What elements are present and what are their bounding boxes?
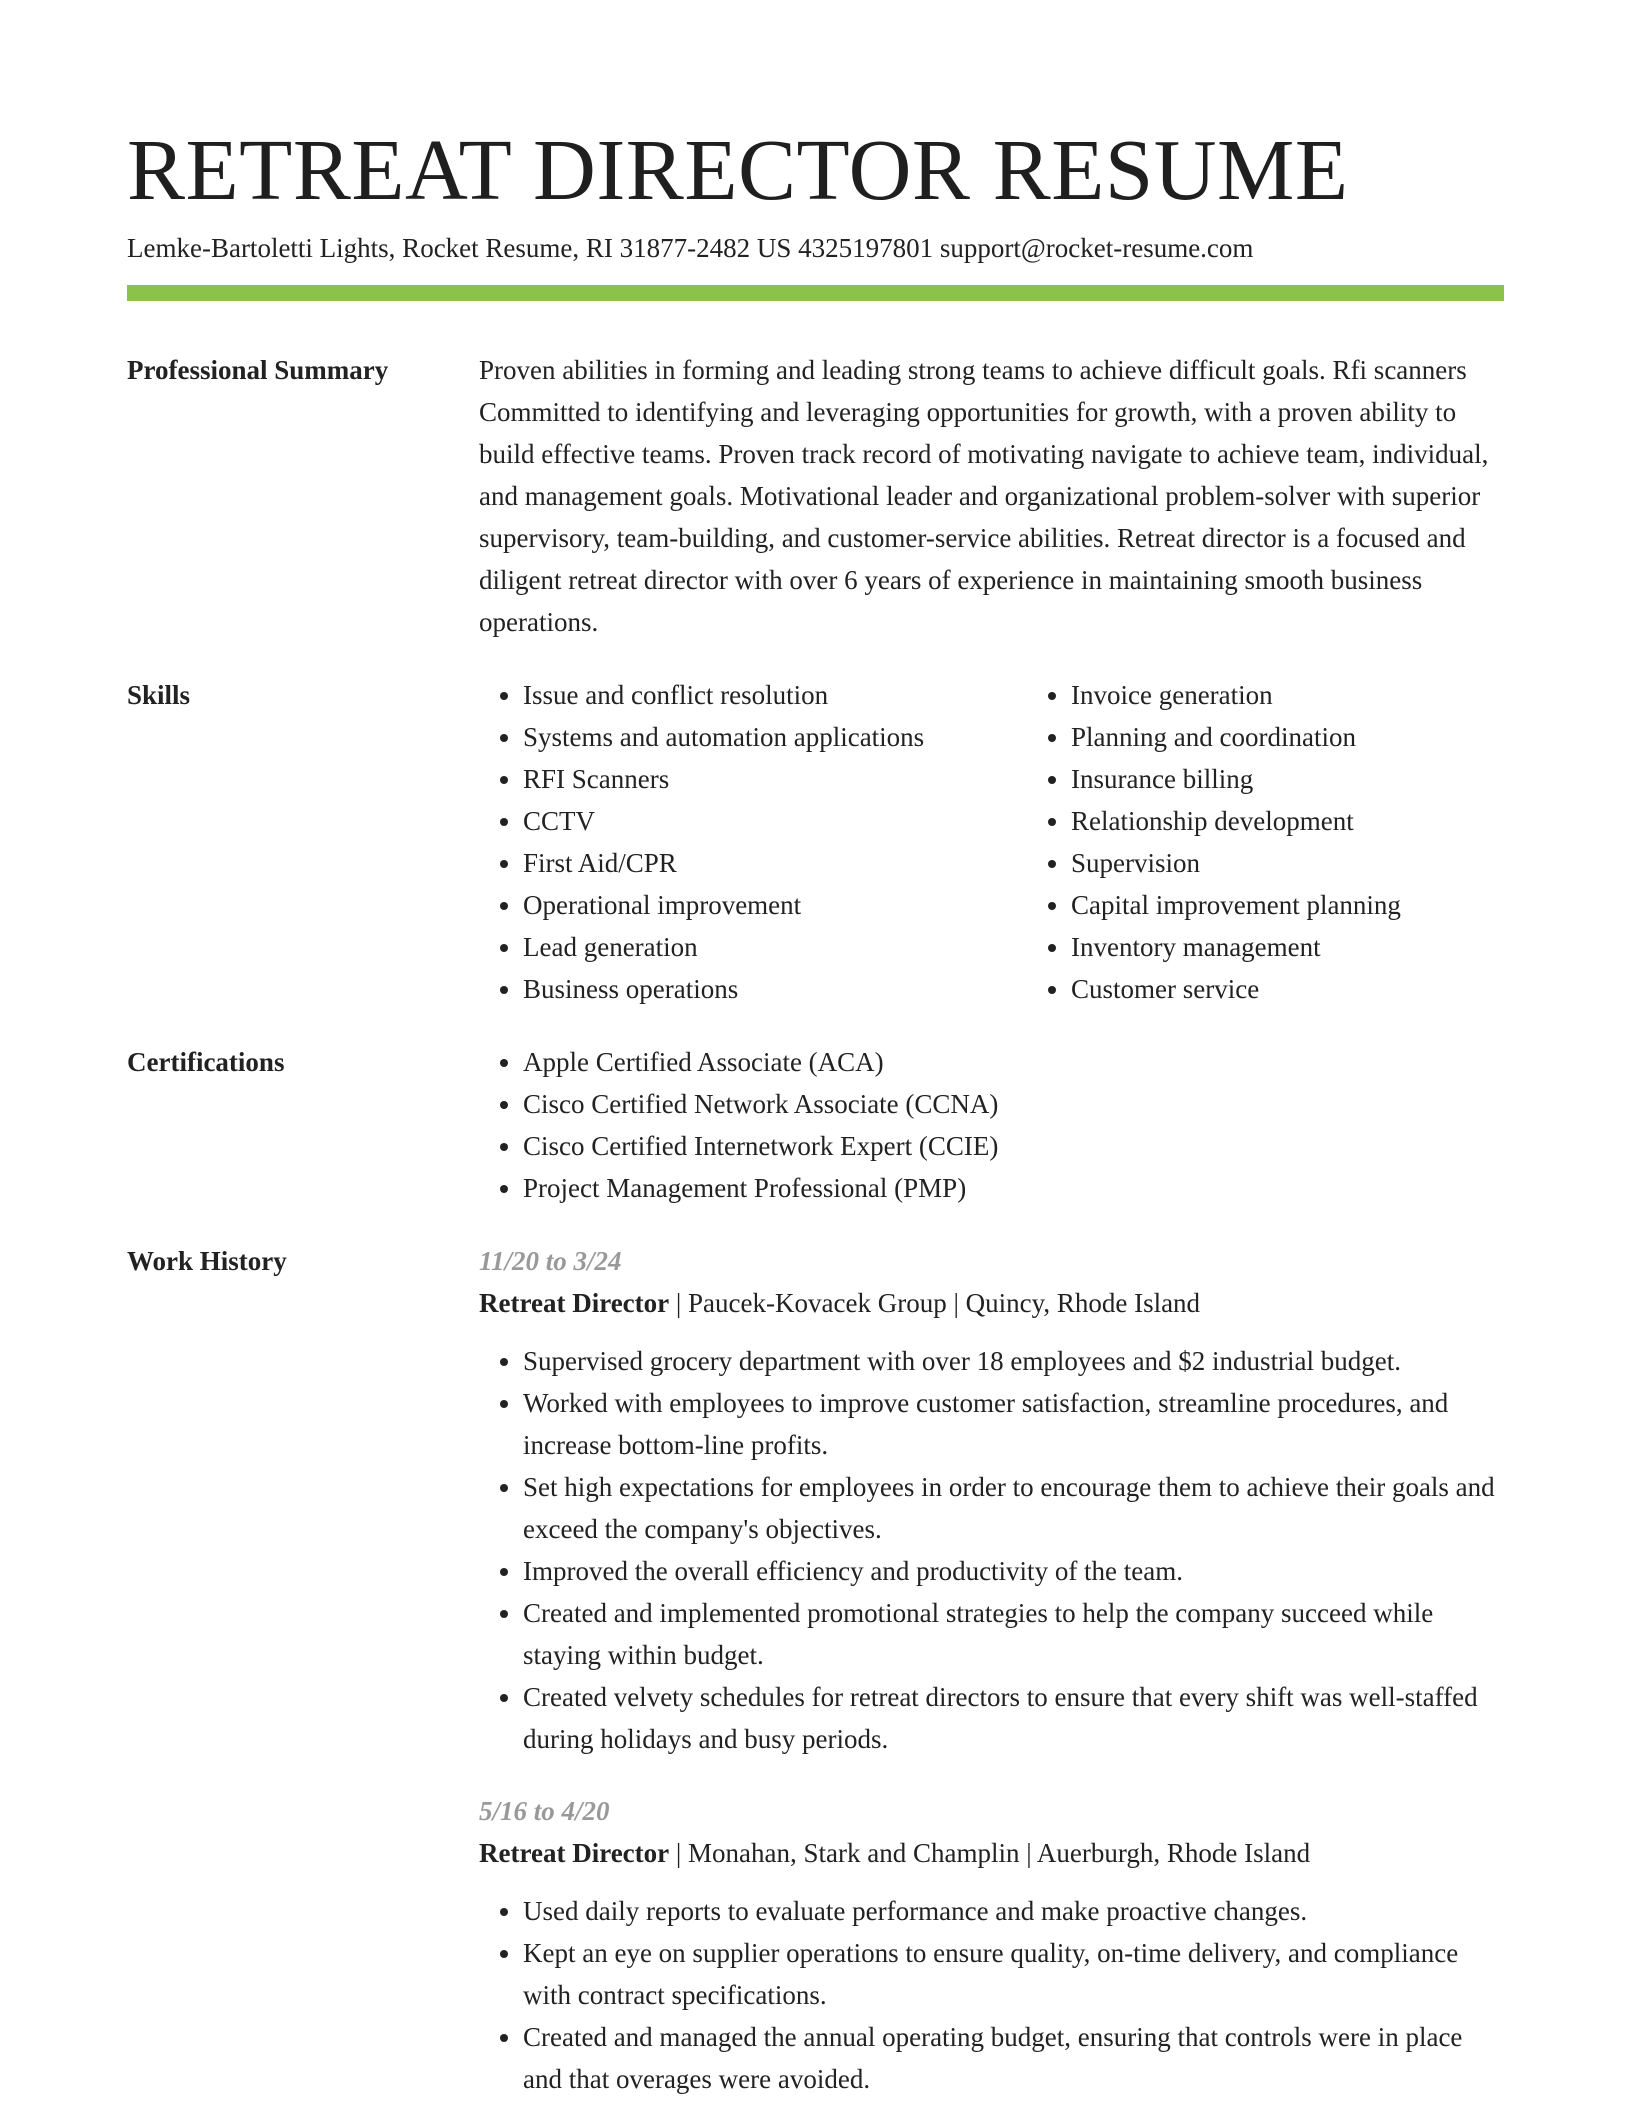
skill-item: • Business operations	[523, 968, 1027, 1010]
work-history-body	[479, 1240, 1504, 2100]
skills-columns	[479, 674, 1504, 1010]
resume-title: RETREAT DIRECTOR RESUME	[127, 121, 1349, 218]
job-title-line	[479, 1282, 1504, 1324]
job-bullet: • Worked with employees to improve customer satisfaction, streamline procedures, and increase bottom-line profits.	[523, 1382, 1504, 1466]
summary-heading: Professional Summary	[127, 355, 389, 385]
job-dates: 11/20 to 3/24	[479, 1246, 622, 1276]
skill-item: • Relationship development	[1071, 800, 1504, 842]
skill-item: • CCTV	[523, 800, 1027, 842]
job-entry	[479, 1790, 1504, 2100]
job-bullet: • Supervised grocery department with over 18 employees and $2 industrial budget.	[523, 1340, 1504, 1382]
skill-item: • Inventory management	[1071, 926, 1504, 968]
skills-section	[127, 674, 1504, 1010]
skill-item: • Systems and automation applications	[523, 716, 1027, 758]
work-history-section	[127, 1240, 1504, 2100]
summary-text: Proven abilities in forming and leading strong teams to achieve difficult goals. Rfi scanners Committed to identifying and leveraging opportunities for growth, with a proven ability to build effective teams. Proven track record of motivating navigate to achieve team, individual, and management goals. Motivational leader and organizational problem-solver with superior supervisory, team-building, and customer-service abilities. Retreat director is a focused and diligent retreat director with over 6 years of experience in maintaining smooth business operations.	[479, 355, 1489, 637]
work-history-heading: Work History	[127, 1246, 287, 1276]
certification-item: • Project Management Professional (PMP)	[523, 1167, 1504, 1209]
skill-item: • Planning and coordination	[1071, 716, 1504, 758]
skill-item: • First Aid/CPR	[523, 842, 1027, 884]
job-bullet: • Used daily reports to evaluate performance and make proactive changes.	[523, 1890, 1504, 1932]
skills-list-right	[1027, 674, 1504, 1010]
certification-item: • Cisco Certified Internetwork Expert (CCIE)	[523, 1125, 1504, 1167]
skill-item: • Lead generation	[523, 926, 1027, 968]
job-details: | Paucek-Kovacek Group | Quincy, Rhode Island	[669, 1288, 1201, 1318]
job-dates: 5/16 to 4/20	[479, 1796, 610, 1826]
skill-item: • Invoice generation	[1071, 674, 1504, 716]
certifications-list	[479, 1041, 1504, 1209]
skill-item: • RFI Scanners	[523, 758, 1027, 800]
job-title-line	[479, 1832, 1504, 1874]
job-bullet: • Kept an eye on supplier operations to ensure quality, on-time delivery, and compliance with contract specifications.	[523, 1932, 1504, 2016]
job-role: Retreat Director	[479, 1288, 670, 1318]
skill-item: • Operational improvement	[523, 884, 1027, 926]
skill-item: • Insurance billing	[1071, 758, 1504, 800]
skill-item: • Customer service	[1071, 968, 1504, 1010]
job-bullet: • Set high expectations for employees in order to encourage them to achieve their goals and exceed the company's objectives.	[523, 1466, 1504, 1550]
job-bullet: • Created velvety schedules for retreat directors to ensure that every shift was well-staffed during holidays and busy periods.	[523, 1676, 1504, 1760]
job-entry	[479, 1240, 1504, 1760]
summary-section	[127, 349, 1504, 643]
certifications-section	[127, 1041, 1504, 1209]
job-role: Retreat Director	[479, 1838, 670, 1868]
job-bullet: • Created and implemented promotional strategies to help the company succeed while staying within budget.	[523, 1592, 1504, 1676]
skill-item: • Issue and conflict resolution	[523, 674, 1027, 716]
skill-item: • Supervision	[1071, 842, 1504, 884]
accent-divider	[127, 285, 1504, 301]
job-bullet: • Created and managed the annual operating budget, ensuring that controls were in place and that overages were avoided.	[523, 2016, 1504, 2100]
job-bullets	[479, 1340, 1504, 1760]
skills-heading: Skills	[127, 680, 191, 710]
skill-item: • Capital improvement planning	[1071, 884, 1504, 926]
resume-content	[127, 349, 1504, 2100]
skills-body	[479, 674, 1504, 1010]
certifications-body	[479, 1041, 1504, 1209]
certifications-heading: Certifications	[127, 1047, 285, 1077]
skills-list-left	[479, 674, 1027, 1010]
certification-item: • Cisco Certified Network Associate (CCNA)	[523, 1083, 1504, 1125]
contact-line: Lemke-Bartoletti Lights, Rocket Resume, RI 31877-2482 US 4325197801 support@rocket-resume.com	[127, 233, 1254, 263]
job-bullets	[479, 1890, 1504, 2100]
certification-item: • Apple Certified Associate (ACA)	[523, 1041, 1504, 1083]
job-bullet: • Improved the overall efficiency and productivity of the team.	[523, 1550, 1504, 1592]
job-details: | Monahan, Stark and Champlin | Auerburgh, Rhode Island	[669, 1838, 1311, 1868]
summary-body	[479, 349, 1504, 643]
